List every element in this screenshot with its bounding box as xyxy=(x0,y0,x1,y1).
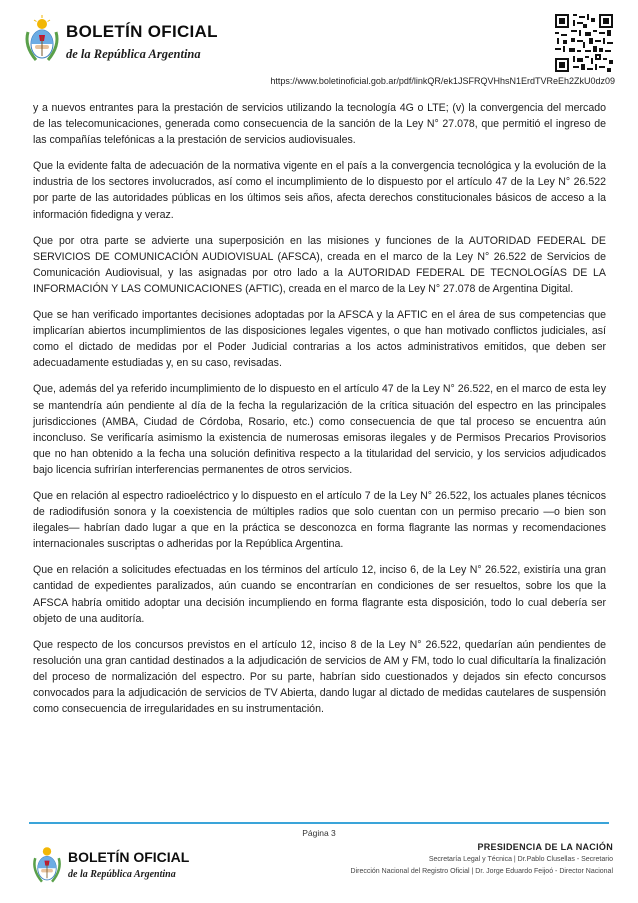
paragraph: Que la evidente falta de adecuación de la normativa vigente en el país a la convergencia tecnológica y la evolución de la industria de los sectores involucrados, así como el incumplimiento de lo dispuesto por el artículo 47 de la Ley N° 26.522 por parte de las autoridades públicas en los últimos seis años, afecta derechos constitucionales básicos de acceso a la información fidedigna y veraz. xyxy=(33,160,606,221)
logo-title: BOLETÍN OFICIAL xyxy=(66,22,218,41)
footer-secretaria: Secretaría Legal y Técnica | Dr.Pablo Clusellas - Secretario xyxy=(428,856,613,863)
paragraph: y a nuevos entrantes para la prestación de servicios utilizando la tecnología 4G o LTE; (v) la convergencia del mercado de las telecomunicaciones, generada como consecuencia de la sanción de la Ley N° 27.078, que permitió el ingreso de las compañías telefónicas a la prestación de servicios audiovisuales. xyxy=(33,102,606,147)
footer-credits xyxy=(351,840,613,878)
qr-link-url[interactable]: https://www.boletinoficial.gob.ar/pdf/linkQR/ek1JSFRQVHhsN1ErdTVReEh2ZkU0dz09 xyxy=(270,76,615,86)
coat-of-arms-icon xyxy=(22,14,62,64)
qr-code-icon[interactable] xyxy=(555,14,613,72)
footer-presidencia: PRESIDENCIA DE LA NACIÓN xyxy=(477,842,613,852)
document-body xyxy=(33,100,606,727)
logo-subtitle: de la República Argentina xyxy=(66,47,201,61)
footer-logo-title: BOLETÍN OFICIAL xyxy=(68,849,190,865)
footer-boletin-logo xyxy=(30,843,190,887)
coat-of-arms-icon xyxy=(30,843,64,885)
paragraph: Que en relación a solicitudes efectuadas en los términos del artículo 12, inciso 6, de la Ley N° 26.522, existiría una gran cantidad de expedientes paralizados, aún cuando se encontrarían en condiciones de ser resueltos, sobre los que la AFSCA habría omitido adoptar una decisión incumpliendo en forma flagrante esta disposición, todo lo cual debería ser objeto de una auditoría. xyxy=(33,564,606,625)
paragraph: Que respecto de los concursos previstos en el artículo 12, inciso 8 de la Ley N° 26.522, quedarían aún pendientes de resolución una gran cantidad destinados a la adjudicación de servicios de AM y FM, todo lo cual dificultaría la finalización del proceso de normalización del espectro. Por su parte, habrían sido cuestionados y dejados sin efecto concursos convocados para la adjudicación de servicios de TV Abierta, dando lugar al dictado de medidas cautelares de suspensión como consecuencia de irregularidades en su instrumentación. xyxy=(33,638,606,716)
boletin-oficial-logo[interactable] xyxy=(22,14,218,70)
footer-divider xyxy=(29,822,609,824)
paragraph: Que por otra parte se advierte una superposición en las misiones y funciones de la AUTORIDAD FEDERAL DE SERVICIOS DE COMUNICACIÓN AUDIOVISUAL (AFSCA), creada en el marco de la Ley N° 26.522 de Servicios de Comunicación Audiovisual, y las asignadas por otro lado a la AUTORIDAD FEDERAL DE TECNOLOGÍAS DE LA INFORMACIÓN Y LAS COMUNICACIONES (AFTIC), creada en el marco de la Ley N° 27.078 de Argentina Digital. xyxy=(33,234,606,295)
paragraph: Que, además del ya referido incumplimiento de lo dispuesto en el artículo 47 de la Ley N° 26.522, en el marco de esta ley se mantendría aún pendiente al día de la fecha la regularización de la crítica situación del espectro en las principales jurisdicciones (AMBA, Ciudad de Córdoba, Rosario, etc.) como consecuencia de que tal proceso se encuentra aún inconcluso. Se verificaría asimismo la existencia de numerosas emisoras ilegales y de Permisos Precarios Provisorios que no han obtenido a la fecha una solución definitiva respecto a la titularidad del servicio, y los servicios adjudicados bajo licencia sufrirían interferencias permanentes de otros servicios. xyxy=(33,383,606,476)
footer-logo-subtitle: de la República Argentina xyxy=(68,869,176,880)
paragraph: Que se han verificado importantes decisiones adoptadas por la AFSCA y la AFTIC en el área de sus competencias que implicarían abiertos incumplimientos de las disposiciones legales vigentes, o que han motivado conflictos judiciales, así como el dictado de medidas por el Poder Judicial contrarias a los actos administrativos emitidos, que deben ser adecuadamente estudiadas y, en su caso, revisadas. xyxy=(33,309,606,370)
page-header xyxy=(0,0,638,92)
paragraph: Que en relación al espectro radioeléctrico y lo dispuesto en el artículo 7 de la Ley N° 26.522, los actuales planes técnicos de radiodifusión sonora y la coexistencia de múltiples radios que solo cuentan con un permiso precario —o bien son ilegales— habrían dado lugar a que en la práctica se desconozca en forma flagrante las normas y recomendaciones internacionales suscriptas o adheridas por la República Argentina. xyxy=(33,489,606,551)
page-number: Página 3 xyxy=(302,828,336,838)
footer-direccion: Dirección Nacional del Registro Oficial | Dr. Jorge Eduardo Feijoó - Director Nacional xyxy=(350,868,613,875)
